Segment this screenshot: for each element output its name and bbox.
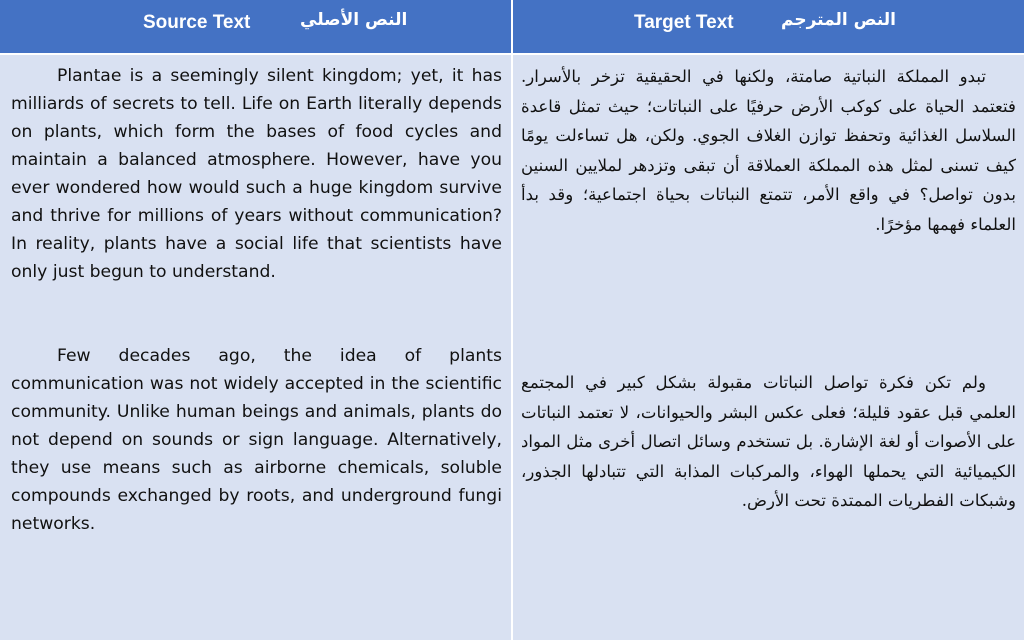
source-header-ar: النص الأصلي (300, 10, 408, 30)
target-paragraph-1-text: تبدو المملكة النباتية صامتة، ولكنها في الحقيقية تزخر بالأسرار. فتعتمد الحياة على كوكب الأرض حرفيًا على النباتات؛ حيث تمثل قاعدة السلاسل الغذائية وتحفظ توازن الغلاف الجوي. ولكن، هل تساءلت يومًا كيف تسنى لمثل هذه المملكة العملاقة أن تبقى وتزدهر لملايين السنين بدون تواصل؟ في واقع الأمر، تتمتع النباتات بحياة اجتماعية؛ وقد بدأ العلماء فهمها مؤخرًا. (521, 67, 1016, 234)
source-paragraph-1 (11, 62, 502, 286)
target-header (513, 0, 1024, 53)
target-header-en: Target Text (634, 12, 734, 33)
column-divider (511, 0, 513, 640)
target-header-ar: النص المترجم (781, 10, 896, 30)
source-header-en: Source Text (143, 12, 251, 33)
target-paragraph-2 (521, 368, 1016, 516)
source-paragraph-1-text: Plantae is a seemingly silent kingdom; yet, it has milliards of secrets to tell. Life on Earth literally depends on plants, which form the bases of food cycles and maintain a balanced atmosphere. However, have you ever wondered how would such a huge kingdom survive and thrive for millions of years without communication? In reality, plants have a social life that scientists have only just begun to understand. (11, 66, 502, 282)
source-paragraph-2 (11, 342, 502, 538)
target-paragraph-1 (521, 62, 1016, 239)
source-header (0, 0, 511, 53)
source-paragraph-2-text: Few decades ago, the idea of plants communication was not widely accepted in the scientific community. Unlike human beings and animals, plants do not depend on sounds or sign language. Alternatively, they use means such as airborne chemicals, soluble compounds exchanged by roots, and underground fungi networks. (11, 346, 502, 534)
target-paragraph-2-text: ولم تكن فكرة تواصل النباتات مقبولة بشكل كبير في المجتمع العلمي قبل عقود قليلة؛ فعلى عكس البشر والحيوانات، لا تعتمد النباتات على الأصوات أو لغة الإشارة. بل تستخدم وسائل اتصال أخرى مثل المواد الكيميائية التي يحملها الهواء، والمركبات المذابة التي تتبادلها الجذور، وشبكات الفطريات الممتدة تحت الأرض. (521, 373, 1016, 510)
